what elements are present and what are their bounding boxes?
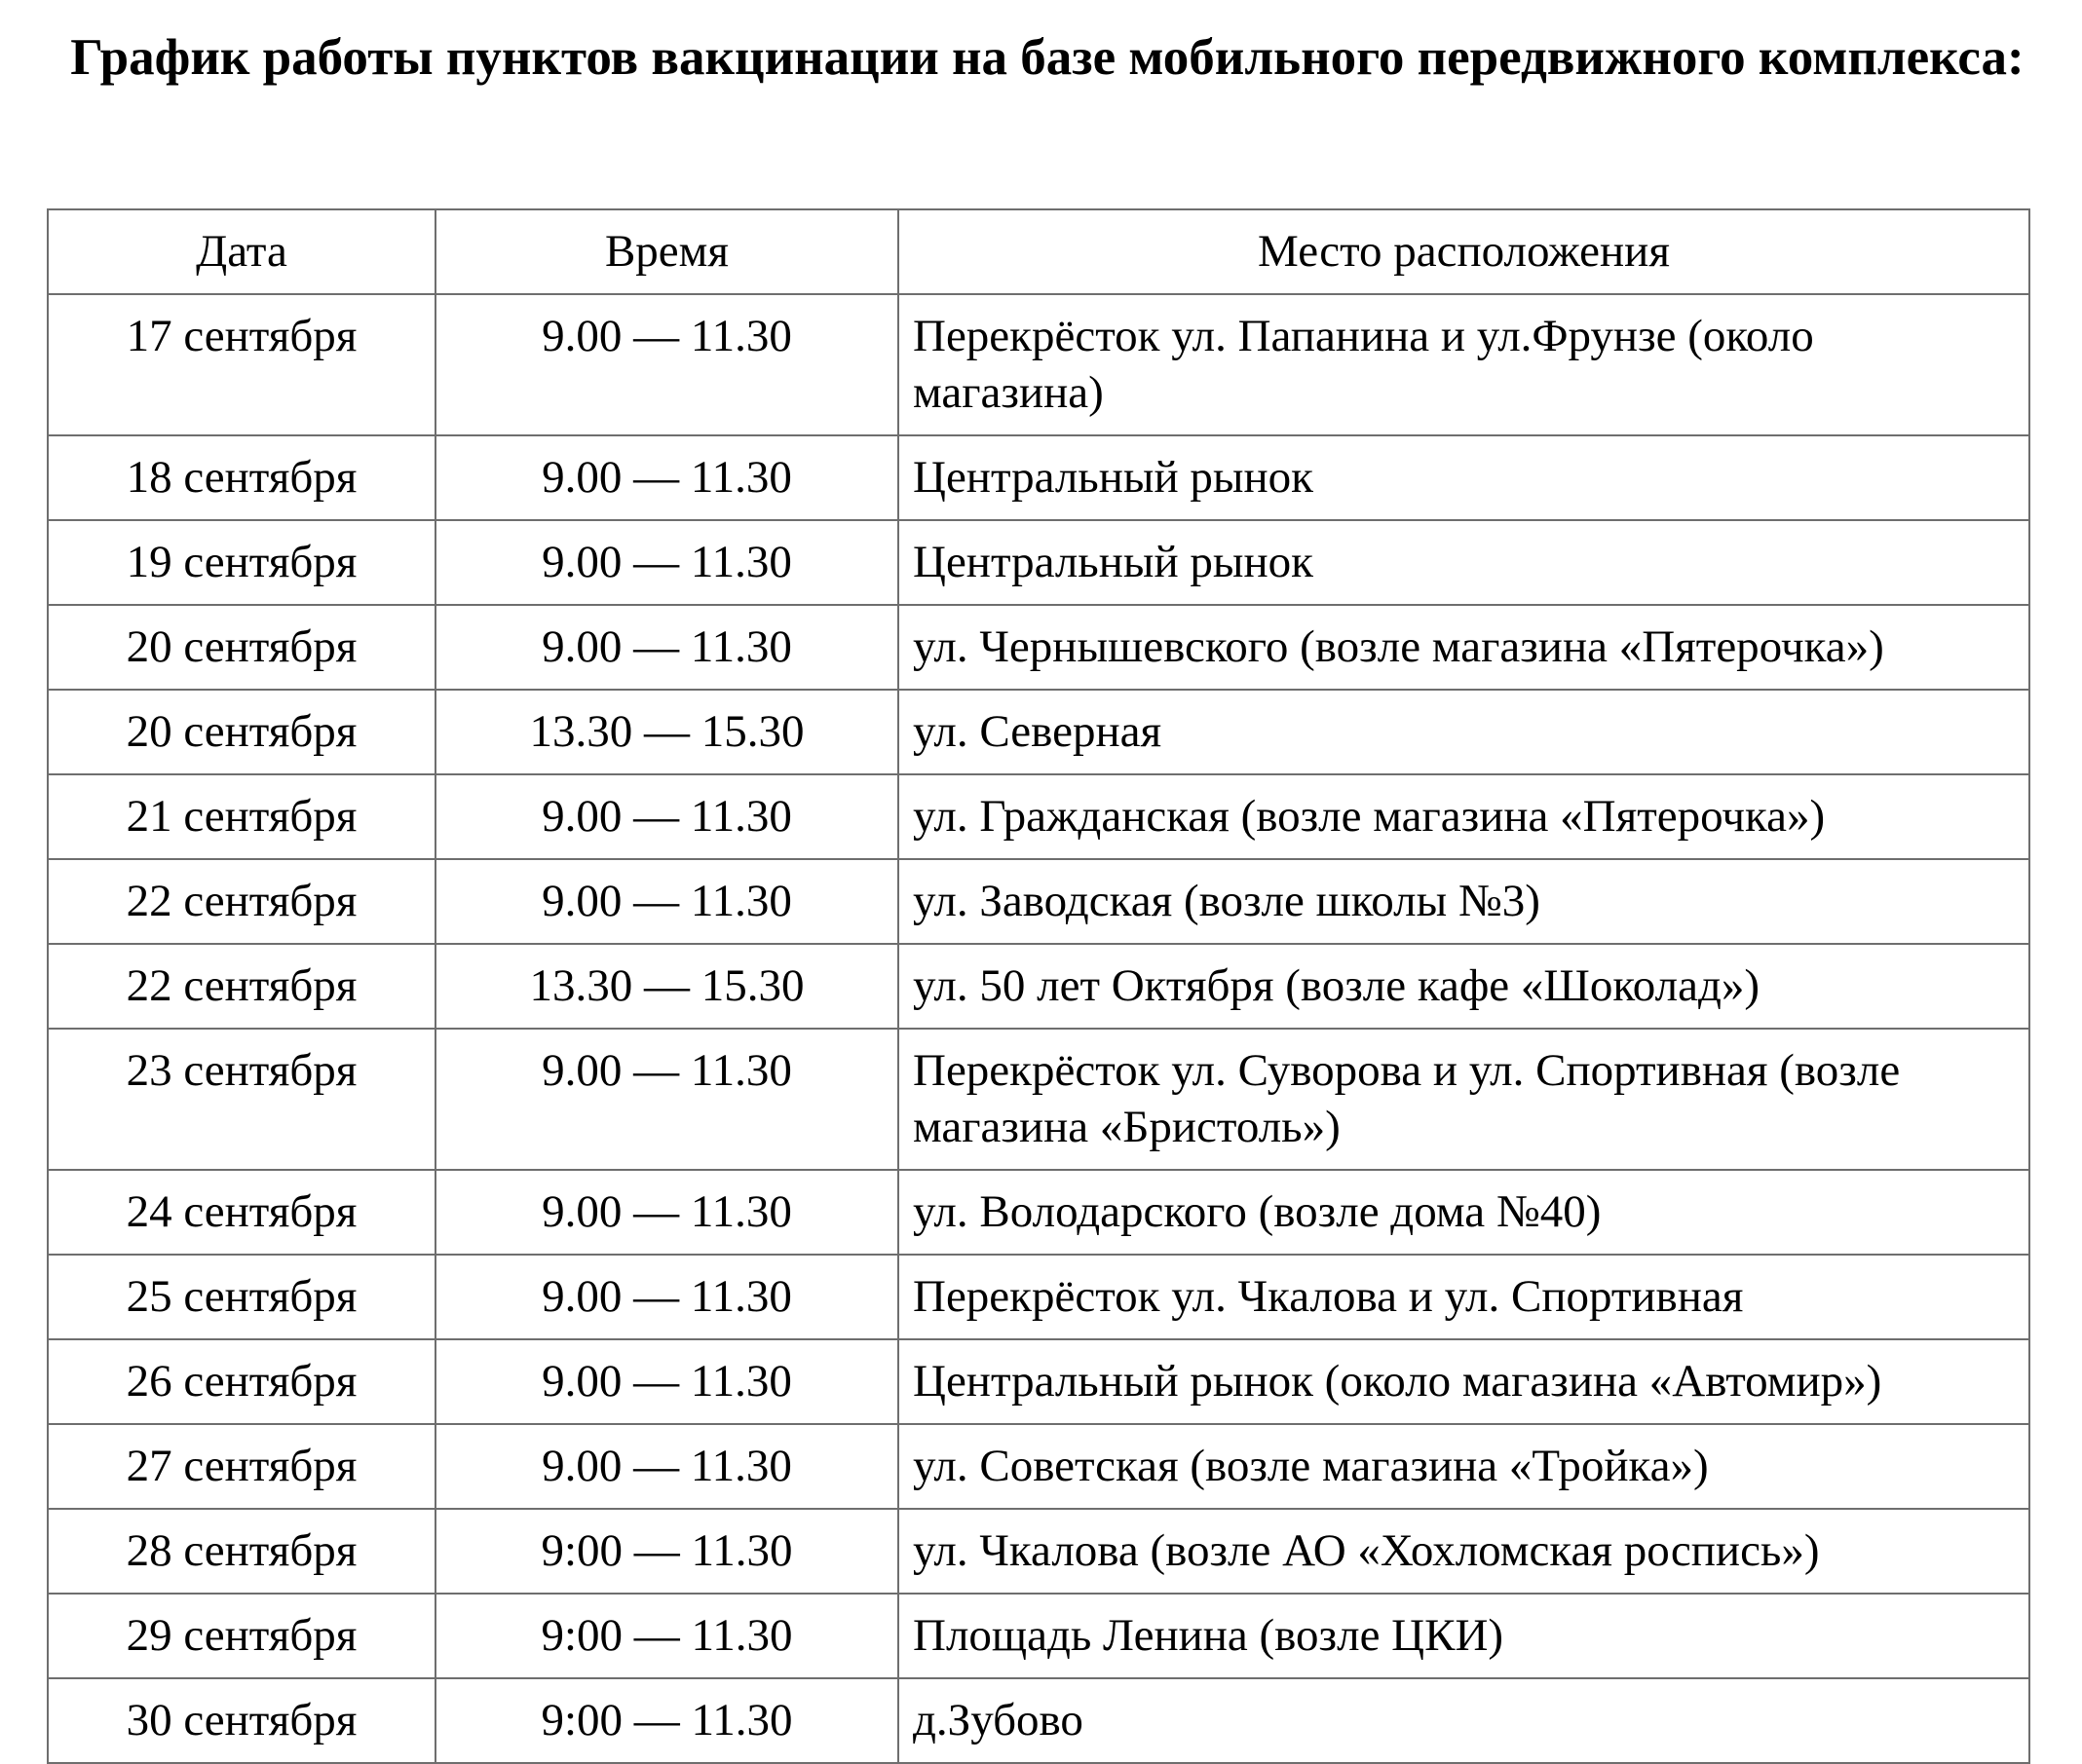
cell-place: ул. Чкалова (возле АО «Хохломская роспись») [898,1509,2029,1594]
cell-place: ул. Чернышевского (возле магазина «Пятерочка») [898,605,2029,690]
cell-date: 18 сентября [48,435,435,520]
cell-time: 9.00 — 11.30 [435,435,898,520]
page-title: График работы пунктов вакцинации на базе мобильного передвижного комплекса: [70,29,2025,86]
cell-place: Центральный рынок [898,520,2029,605]
cell-time: 9.00 — 11.30 [435,294,898,435]
cell-time: 13.30 — 15.30 [435,690,898,774]
cell-place: Перекрёсток ул. Чкалова и ул. Спортивная [898,1255,2029,1339]
table-row [48,859,2029,944]
table-row [48,1339,2029,1424]
cell-time: 9.00 — 11.30 [435,605,898,690]
header-time: Время [435,209,898,294]
table-row [48,520,2029,605]
cell-place: д.Зубово [898,1678,2029,1763]
table-row [48,1029,2029,1170]
cell-place: Центральный рынок [898,435,2029,520]
table-row [48,1424,2029,1509]
cell-time: 9.00 — 11.30 [435,1255,898,1339]
cell-date: 19 сентября [48,520,435,605]
cell-date: 27 сентября [48,1424,435,1509]
cell-place: ул. Гражданская (возле магазина «Пятерочка») [898,774,2029,859]
cell-date: 17 сентября [48,294,435,435]
cell-date: 20 сентября [48,690,435,774]
cell-time: 9.00 — 11.30 [435,1170,898,1255]
cell-place: ул. Северная [898,690,2029,774]
cell-date: 22 сентября [48,859,435,944]
cell-date: 22 сентября [48,944,435,1029]
cell-date: 21 сентября [48,774,435,859]
table-row [48,1255,2029,1339]
header-date: Дата [48,209,435,294]
cell-place: Перекрёсток ул. Суворова и ул. Спортивная (возле магазина «Бристоль») [898,1029,2029,1170]
schedule-table [47,208,2030,1764]
table-header-row [48,209,2029,294]
cell-time: 9.00 — 11.30 [435,774,898,859]
table-row [48,435,2029,520]
cell-time: 9:00 — 11.30 [435,1509,898,1594]
cell-time: 9.00 — 11.30 [435,520,898,605]
cell-date: 26 сентября [48,1339,435,1424]
cell-time: 9.00 — 11.30 [435,859,898,944]
cell-place: Перекрёсток ул. Папанина и ул.Фрунзе (около магазина) [898,294,2029,435]
table-row [48,294,2029,435]
cell-date: 23 сентября [48,1029,435,1170]
cell-time: 9.00 — 11.30 [435,1029,898,1170]
cell-place: Площадь Ленина (возле ЦКИ) [898,1594,2029,1678]
cell-time: 13.30 — 15.30 [435,944,898,1029]
table-row [48,605,2029,690]
cell-date: 29 сентября [48,1594,435,1678]
table-row [48,1509,2029,1594]
cell-place: ул. 50 лет Октября (возле кафе «Шоколад») [898,944,2029,1029]
cell-place: Центральный рынок (около магазина «Автомир») [898,1339,2029,1424]
cell-date: 30 сентября [48,1678,435,1763]
table-row [48,944,2029,1029]
cell-date: 24 сентября [48,1170,435,1255]
cell-date: 20 сентября [48,605,435,690]
cell-place: ул. Володарского (возле дома №40) [898,1170,2029,1255]
table-row [48,690,2029,774]
cell-place: ул. Заводская (возле школы №3) [898,859,2029,944]
table-row [48,774,2029,859]
cell-time: 9.00 — 11.30 [435,1424,898,1509]
cell-date: 25 сентября [48,1255,435,1339]
cell-time: 9.00 — 11.30 [435,1339,898,1424]
header-place: Место расположения [898,209,2029,294]
cell-time: 9:00 — 11.30 [435,1678,898,1763]
table-row [48,1170,2029,1255]
table-row [48,1594,2029,1678]
cell-place: ул. Советская (возле магазина «Тройка») [898,1424,2029,1509]
cell-date: 28 сентября [48,1509,435,1594]
table-row [48,1678,2029,1763]
cell-time: 9:00 — 11.30 [435,1594,898,1678]
